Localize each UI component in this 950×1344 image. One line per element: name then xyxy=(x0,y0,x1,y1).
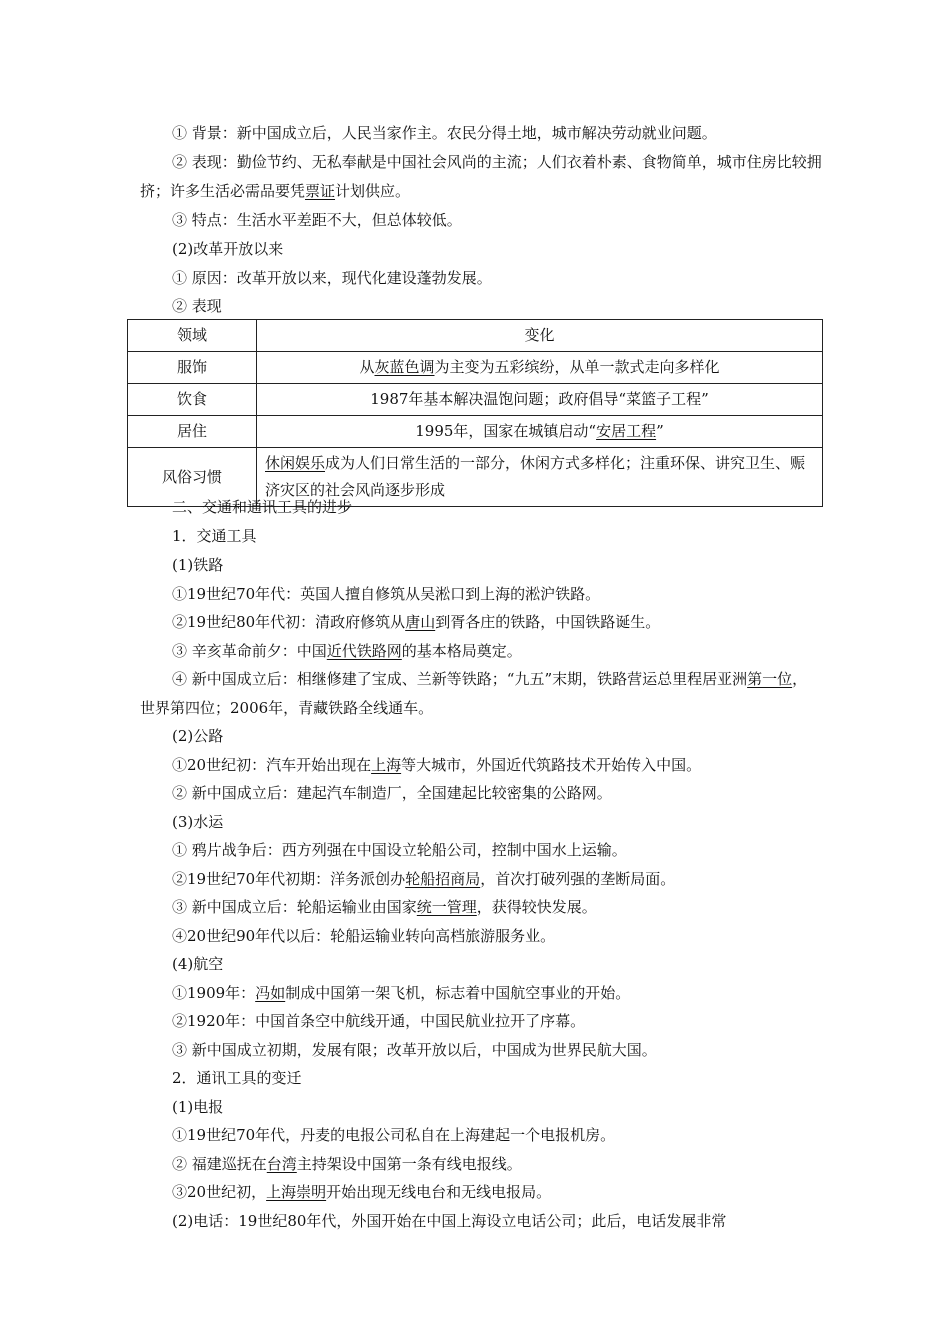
text: ④20世纪90年代以后：轮船运输业转向高档旅游服务业。 xyxy=(172,927,556,945)
underlined-keyword: 台湾 xyxy=(266,1155,297,1173)
telegraph-item-1 xyxy=(140,1121,822,1150)
cell-field: 居住 xyxy=(128,416,257,448)
underlined-keyword: 轮船招商局 xyxy=(405,870,481,888)
table-header-row xyxy=(128,320,823,352)
text: 1987年基本解决温饱问题；政府倡导“菜篮子工程” xyxy=(370,390,709,408)
water-item-1 xyxy=(140,836,822,865)
text: 1．交通工具 xyxy=(172,527,257,545)
rail-item-1 xyxy=(140,580,822,609)
air-item-3 xyxy=(140,1036,822,1065)
text: 从 xyxy=(359,358,375,376)
text: ③ 特点：生活水平差距不大，但总体较低。 xyxy=(172,211,462,229)
text: ②19世纪80年代初：清政府修筑从 xyxy=(172,613,406,631)
text: ，获得较快发展。 xyxy=(476,898,597,916)
text: 主持架设中国第一条有线电报线。 xyxy=(296,1155,522,1173)
text: 二、交通和通讯工具的进步 xyxy=(172,498,353,516)
text: ①19世纪70年代：英国人擅自修筑从吴淞口到上海的淞沪铁路。 xyxy=(172,585,601,603)
subheading-reform xyxy=(140,235,822,264)
text: ① 背景：新中国成立后，人民当家作主。农民分得土地，城市解决劳动就业问题。 xyxy=(172,124,717,142)
text: 制成中国第一架飞机，标志着中国航空事业的开始。 xyxy=(285,984,631,1002)
subheading-rail xyxy=(140,551,822,580)
cell-change xyxy=(257,416,823,448)
text: 开始出现无线电台和无线电报局。 xyxy=(326,1183,552,1201)
text: ③ 辛亥革命前夕：中国 xyxy=(172,642,327,660)
text: ② 新中国成立后：建起汽车制造厂，全国建起比较密集的公路网。 xyxy=(172,784,612,802)
text: 为主变为五彩缤纷，从单一款式走向多样化 xyxy=(434,358,720,376)
text: (1)电报 xyxy=(172,1098,224,1116)
text: ① 原因：改革开放以来，现代化建设蓬勃发展。 xyxy=(172,269,492,287)
text: ② 表现 xyxy=(172,297,222,315)
text: 1995年，国家在城镇启动“ xyxy=(415,422,597,440)
text: 计划供应。 xyxy=(335,182,411,200)
text: ③ 新中国成立初期，发展有限；改革开放以后，中国成为世界民航大国。 xyxy=(172,1041,657,1059)
air-item-1 xyxy=(140,979,822,1008)
cell-change xyxy=(257,352,823,384)
subheading-communication xyxy=(140,1064,822,1093)
subheading-road xyxy=(140,722,822,751)
text: ②19世纪70年代初期：洋务派创办 xyxy=(172,870,406,888)
text: ①1909年： xyxy=(172,984,256,1002)
text: ② 表现：勤俭节约、无私奉献是中国社会风尚的主流；人们衣着朴素、食物简单，城市住房比较拥挤；许多生活必需品要凭 xyxy=(140,153,822,200)
water-item-3 xyxy=(140,893,822,922)
text: ② 福建巡抚在 xyxy=(172,1155,267,1173)
underlined-keyword: 安居工程 xyxy=(596,422,657,440)
subheading-telegraph xyxy=(140,1093,822,1122)
header-field: 领域 xyxy=(128,320,257,352)
performance-paragraph xyxy=(140,148,822,206)
table-row xyxy=(128,416,823,448)
underlined-keyword: 休闲娱乐 xyxy=(265,454,326,472)
reason-paragraph xyxy=(140,264,822,293)
underlined-keyword: 上海崇明 xyxy=(266,1183,327,1201)
text: ① 鸦片战争后：西方列强在中国设立轮船公司，控制中国水上运输。 xyxy=(172,841,627,859)
telegraph-item-3 xyxy=(140,1178,822,1207)
text: 2．通讯工具的变迁 xyxy=(172,1069,302,1087)
underlined-keyword: 第一位 xyxy=(747,670,793,688)
rail-item-3 xyxy=(140,637,822,666)
text: 的基本格局奠定。 xyxy=(401,642,522,660)
text: ①20世纪初：汽车开始出现在 xyxy=(172,756,372,774)
text: (2)改革开放以来 xyxy=(172,240,284,258)
text: (3)水运 xyxy=(172,813,224,831)
telegraph-item-2 xyxy=(140,1150,822,1179)
air-item-2 xyxy=(140,1007,822,1036)
feature-paragraph xyxy=(140,206,822,235)
text: (1)铁路 xyxy=(172,556,224,574)
water-item-2 xyxy=(140,865,822,894)
underlined-keyword: 上海 xyxy=(371,756,402,774)
underlined-keyword: 冯如 xyxy=(255,984,286,1002)
text: ，世界第四位；2006年，青藏铁路全线通车。 xyxy=(140,670,808,717)
text: ①19世纪70年代，丹麦的电报公司私自在上海建起一个电报机房。 xyxy=(172,1126,616,1144)
background-paragraph xyxy=(140,119,822,148)
underlined-keyword: 唐山 xyxy=(405,613,436,631)
underlined-keyword: 统一管理 xyxy=(416,898,477,916)
performance-label xyxy=(140,292,822,321)
underlined-keyword: 票证 xyxy=(305,182,336,200)
changes-table xyxy=(127,319,823,507)
text: ②1920年：中国首条空中航线开通，中国民航业拉开了序幕。 xyxy=(172,1012,586,1030)
rail-item-4 xyxy=(140,665,822,723)
text: 到胥各庄的铁路，中国铁路诞生。 xyxy=(435,613,661,631)
telephone-paragraph xyxy=(140,1207,822,1236)
underlined-keyword: 近代铁路网 xyxy=(326,642,402,660)
text: 等大城市，外国近代筑路技术开始传入中国。 xyxy=(401,756,702,774)
rail-item-2 xyxy=(140,608,822,637)
subheading-air xyxy=(140,950,822,979)
cell-field: 风俗习惯 xyxy=(128,448,257,507)
road-item-1 xyxy=(140,751,822,780)
subheading-transport xyxy=(140,522,822,551)
text: ④ 新中国成立后：相继修建了宝成、兰新等铁路；“九五”末期，铁路营运总里程居亚洲 xyxy=(172,670,748,688)
cell-field: 饮食 xyxy=(128,384,257,416)
header-change: 变化 xyxy=(257,320,823,352)
table-row xyxy=(128,352,823,384)
table-row xyxy=(128,384,823,416)
cell-field: 服饰 xyxy=(128,352,257,384)
underlined-keyword: 灰蓝色调 xyxy=(374,358,435,376)
water-item-4 xyxy=(140,922,822,951)
text: 成为人们日常生活的一部分，休闲方式多样化；注重环保、讲究卫生、赈济灾区的社会风尚逐步形成 xyxy=(265,454,806,499)
text: (2)电话：19世纪80年代，外国开始在中国上海设立电话公司；此后，电话发展非常 xyxy=(172,1212,727,1230)
text: ③20世纪初， xyxy=(172,1183,267,1201)
text: ” xyxy=(656,422,664,440)
text: (2)公路 xyxy=(172,727,224,745)
text: (4)航空 xyxy=(172,955,224,973)
text: ，首次打破列强的垄断局面。 xyxy=(480,870,676,888)
text: ③ 新中国成立后：轮船运输业由国家 xyxy=(172,898,417,916)
cell-change xyxy=(257,384,823,416)
section-title xyxy=(140,493,822,522)
road-item-2 xyxy=(140,779,822,808)
subheading-water xyxy=(140,808,822,837)
